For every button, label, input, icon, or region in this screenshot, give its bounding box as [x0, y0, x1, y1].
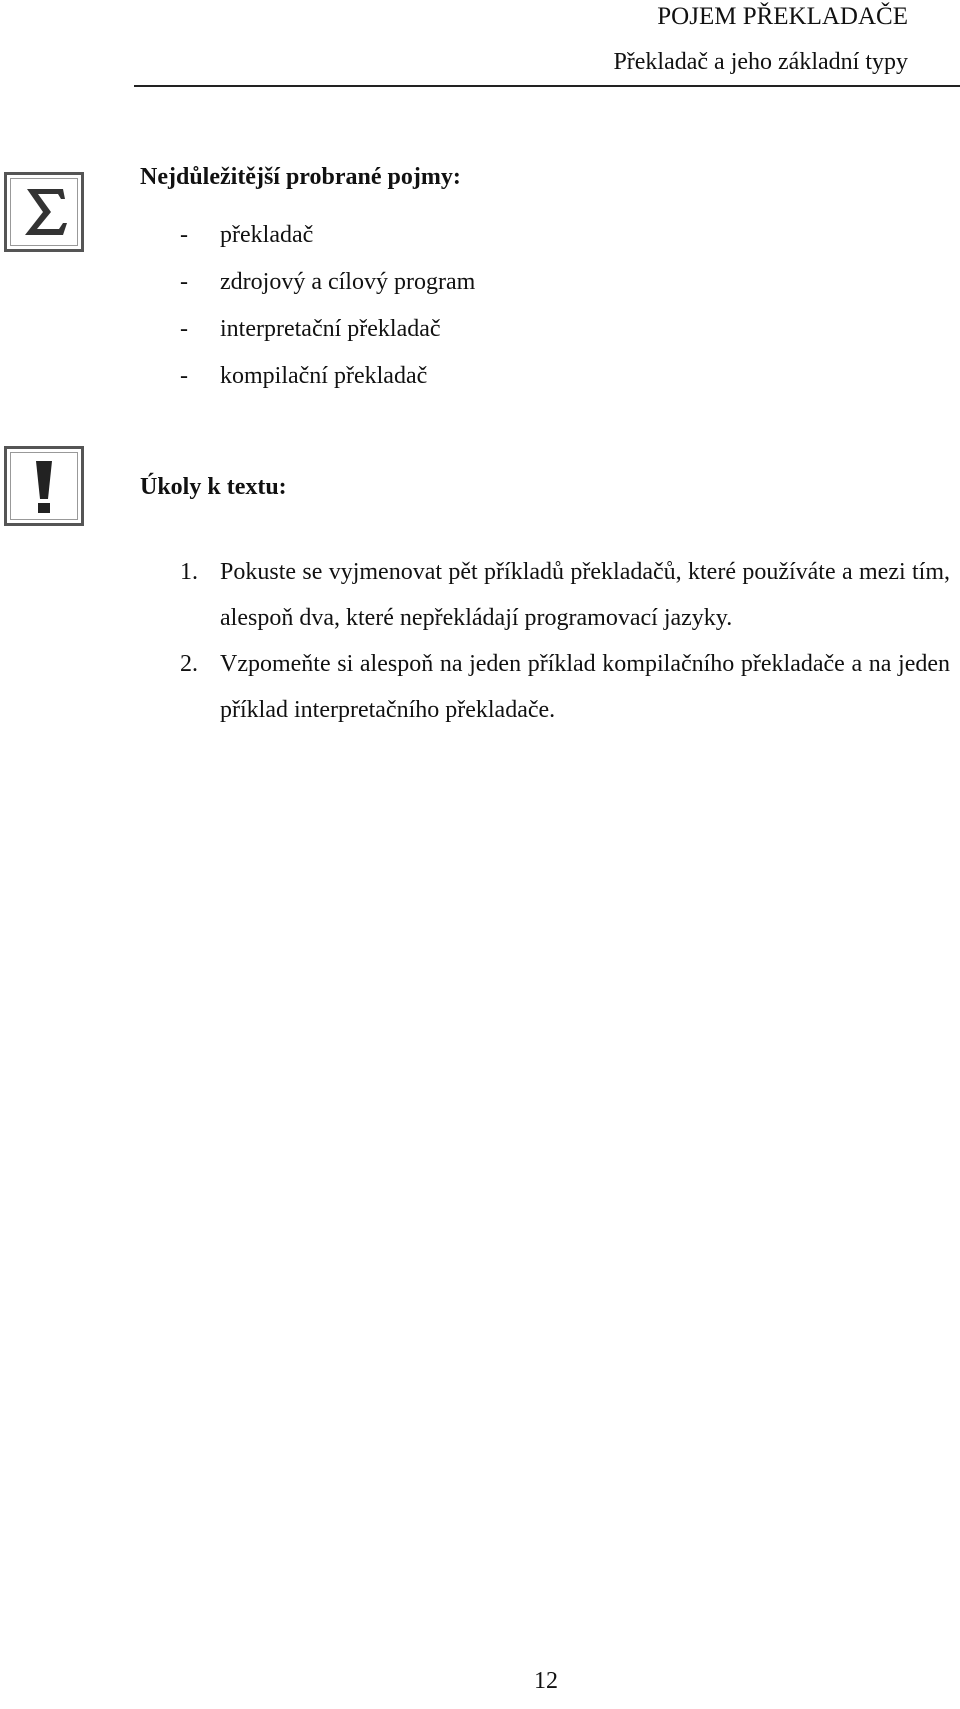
section-title: Překladač a jeho základní typy — [613, 49, 908, 75]
list-item — [180, 549, 950, 641]
concept-text: kompilační překladač — [220, 363, 428, 389]
concept-text: zdrojový a cílový program — [220, 269, 476, 295]
list-bullet: - — [180, 269, 188, 295]
concepts-list — [180, 220, 475, 408]
list-item — [180, 641, 950, 733]
header-divider — [134, 85, 960, 87]
task-number: 1. — [180, 559, 198, 585]
task-text: Vzpomeňte si alespoň na jeden příklad kompilačního překladače a na jeden příklad interpretačního překladače. — [220, 651, 950, 723]
tasks-list — [180, 549, 950, 733]
list-bullet: - — [180, 316, 188, 342]
list-item — [180, 314, 475, 361]
list-item — [180, 267, 475, 314]
chapter-title: POJEM PŘEKLADAČE — [657, 3, 908, 30]
page-number: 12 — [534, 1668, 558, 1694]
task-text: Pokuste se vyjmenovat pět příkladů překladačů, které používáte a mezi tím, alespoň dva, které nepřekládají programovací jazyky. — [220, 559, 950, 631]
tasks-heading: Úkoly k textu: — [140, 474, 287, 500]
task-number: 2. — [180, 651, 198, 677]
concept-text: překladač — [220, 222, 314, 248]
concept-text: interpretační překladač — [220, 316, 441, 342]
list-item — [180, 361, 475, 408]
sigma-icon — [4, 172, 84, 252]
concepts-heading: Nejdůležitější probrané pojmy: — [140, 164, 461, 190]
list-bullet: - — [180, 222, 188, 248]
exclamation-icon — [4, 446, 84, 526]
list-bullet: - — [180, 363, 188, 389]
list-item — [180, 220, 475, 267]
